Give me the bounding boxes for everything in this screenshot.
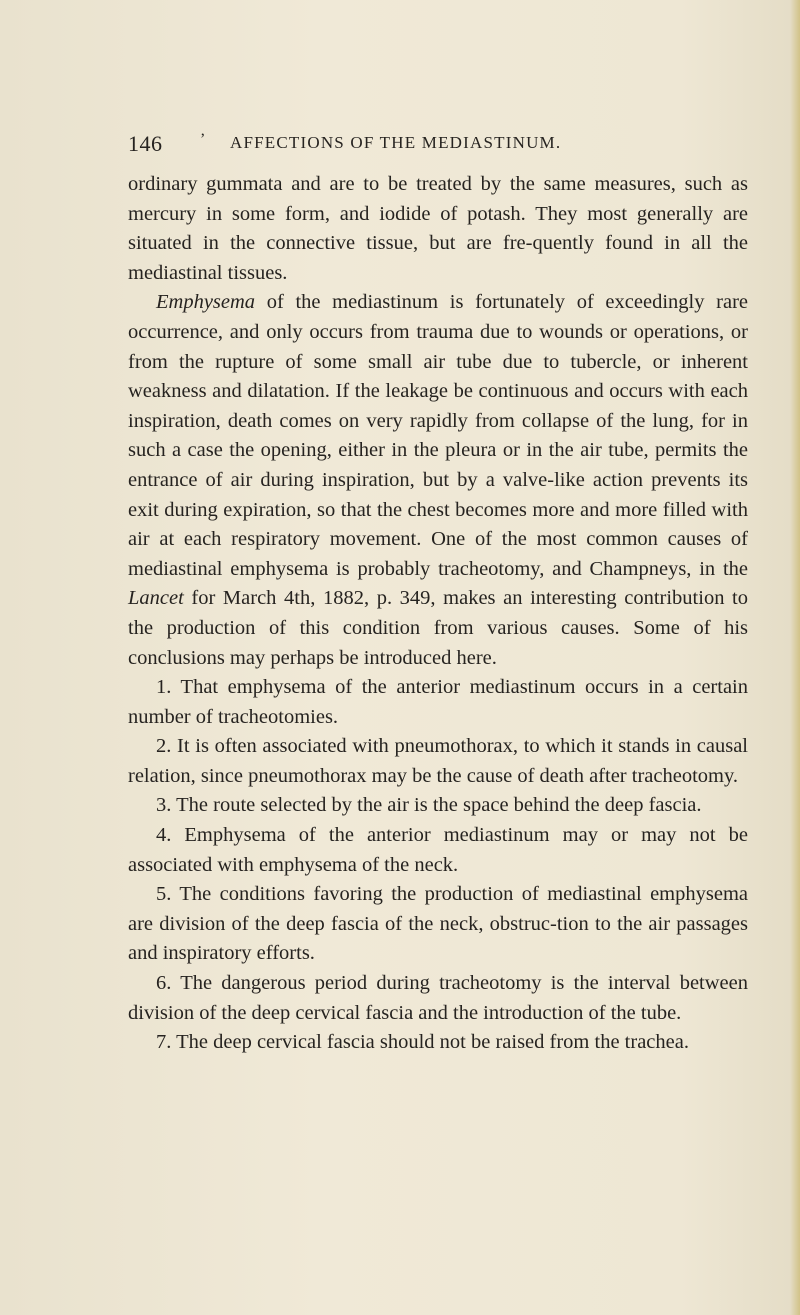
conclusion-1: 1. That emphysema of the anterior mediastinum occurs in a certain number of tracheotomies.: [128, 676, 748, 728]
conclusion-2: 2. It is often associated with pneumothorax, to which it stands in causal relation, since pneumothorax may be the cause of death after tracheotomy.: [128, 735, 748, 787]
conclusion-5: 5. The conditions favoring the production of mediastinal emphysema are division of the deep fascia of the neck, obstruc-tion to the air passages and inspiratory efforts.: [128, 883, 748, 965]
lancet-title: Lancet: [128, 587, 184, 610]
body-text: [128, 170, 748, 1058]
conclusion-4: 4. Emphysema of the anterior mediastinum may or may not be associated with emphysema of the neck.: [128, 824, 748, 876]
paragraph-emphysema: [128, 288, 748, 673]
page-header: [128, 131, 748, 159]
lancet-tail: for March 4th, 1882, p. 349, makes an interesting contribution to the production of this condition from various causes. Some of his conclusions may perhaps be introduced here.: [128, 587, 748, 669]
print-mark: ’: [200, 131, 206, 148]
page-number: 146: [128, 131, 163, 156]
paragraph-gummata: ordinary gummata and are to be treated by the same measures, such as mercury in some form, and iodide of potash. They most generally are situated in the connective tissue, but are fre-quently found in all the mediastinal tissues.: [128, 173, 748, 284]
conclusion-6: 6. The dangerous period during tracheotomy is the interval between division of the deep cervical fascia and the introduction of the tube.: [128, 972, 748, 1024]
page-edge: [790, 0, 800, 1315]
conclusion-3: 3. The route selected by the air is the space behind the deep fascia.: [156, 794, 702, 817]
emphysema-term: Emphysema: [156, 291, 256, 314]
emphysema-text: of the mediastinum is fortunately of exceedingly rare occurrence, and only occurs from trauma due to wounds or operations, or from the rupture of some small air tube due to tubercle, or inherent weakness and dilatation. If the leakage be continuous and occurs with each inspiration, death comes on very rapidly from collapse of the lung, for in such a case the opening, either in the pleura or in the air tube, permits the entrance of air during inspiration, but by a valve-like action prevents its exit during expiration, so that the chest becomes more and more filled with air at each respiratory movement. One of the most common causes of mediastinal emphysema is probably tracheotomy, and Champneys, in the: [128, 291, 748, 580]
running-head: AFFECTIONS OF THE MEDIASTINUM.: [230, 133, 562, 152]
conclusion-7: 7. The deep cervical fascia should not be raised from the trachea.: [156, 1031, 689, 1054]
